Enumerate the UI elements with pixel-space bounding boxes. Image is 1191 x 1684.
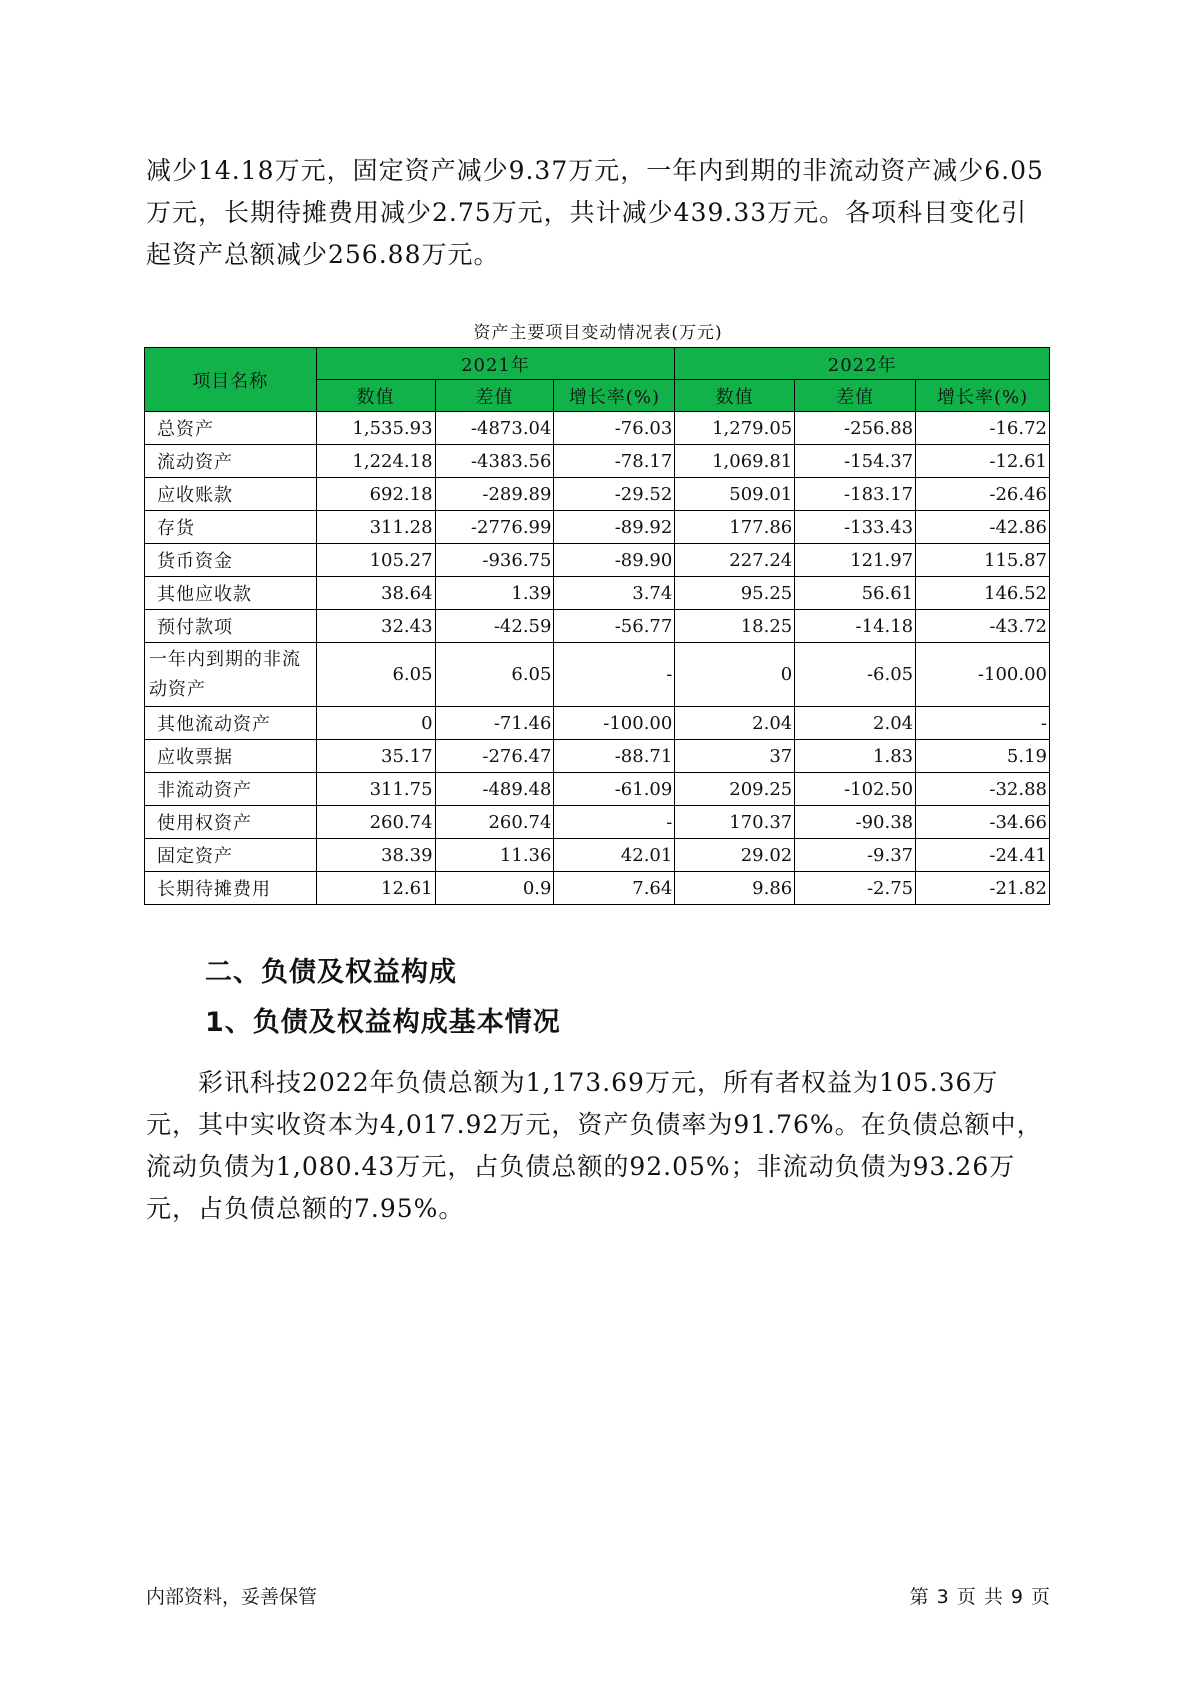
cell-d1: -42.59 (435, 610, 554, 643)
cell-g2: -42.86 (916, 511, 1050, 544)
table-row (145, 740, 1050, 773)
row-item-name: 其他流动资产 (145, 707, 317, 740)
cell-d1: -276.47 (435, 740, 554, 773)
cell-d1: -289.89 (435, 478, 554, 511)
row-item-name: 固定资产 (145, 839, 317, 872)
row-item-name: 应收账款 (145, 478, 317, 511)
table-row (145, 511, 1050, 544)
cell-d1: -489.48 (435, 773, 554, 806)
cell-v2: 2.04 (675, 707, 795, 740)
cell-v2: 1,069.81 (675, 445, 795, 478)
header-diff-2021: 差值 (435, 380, 554, 412)
table-row (145, 478, 1050, 511)
cell-g2: -34.66 (916, 806, 1050, 839)
table-row (145, 577, 1050, 610)
cell-g1: -29.52 (554, 478, 675, 511)
cell-g1: -88.71 (554, 740, 675, 773)
cell-v1: 105.27 (316, 544, 435, 577)
header-year-2022: 2022年 (675, 348, 1050, 380)
section-heading: 二、负债及权益构成 (205, 957, 457, 988)
cell-v2: 509.01 (675, 478, 795, 511)
table-row (145, 773, 1050, 806)
cell-d2: -183.17 (795, 478, 916, 511)
subsection-heading: 1、负债及权益构成基本情况 (205, 1007, 561, 1038)
cell-v1: 32.43 (316, 610, 435, 643)
row-item-name: 货币资金 (145, 544, 317, 577)
header-diff-2022: 差值 (795, 380, 916, 412)
cell-d2: -90.38 (795, 806, 916, 839)
cell-g1: 7.64 (554, 872, 675, 905)
header-growth-2022: 增长率(%) (916, 380, 1050, 412)
row-item-name: 其他应收款 (145, 577, 317, 610)
cell-d2: -154.37 (795, 445, 916, 478)
cell-g1: -61.09 (554, 773, 675, 806)
table-row (145, 707, 1050, 740)
cell-g1: -78.17 (554, 445, 675, 478)
cell-g2: -43.72 (916, 610, 1050, 643)
row-item-name: 存货 (145, 511, 317, 544)
table-caption: 资产主要项目变动情况表(万元) (473, 323, 723, 343)
cell-v2: 1,279.05 (675, 412, 795, 445)
cell-g1: -100.00 (554, 707, 675, 740)
cell-d2: 56.61 (795, 577, 916, 610)
cell-d2: -6.05 (795, 643, 916, 707)
table-row (145, 445, 1050, 478)
cell-d1: -71.46 (435, 707, 554, 740)
cell-g2: -16.72 (916, 412, 1050, 445)
row-item-name: 使用权资产 (145, 806, 317, 839)
cell-g2: 115.87 (916, 544, 1050, 577)
cell-v2: 9.86 (675, 872, 795, 905)
row-item-name: 应收票据 (145, 740, 317, 773)
cell-v2: 0 (675, 643, 795, 707)
cell-g2: 5.19 (916, 740, 1050, 773)
cell-v2: 209.25 (675, 773, 795, 806)
footer-page-number: 第 3 页 共 9 页 (909, 1586, 1051, 1608)
cell-v2: 95.25 (675, 577, 795, 610)
paragraph-asset-decrease: 减少14.18万元，固定资产减少9.37万元，一年内到期的非流动资产减少6.05万元，长期待摊费用减少2.75万元，共计减少439.33万元。各项科目变化引起资产总额减少256.88万元。 (146, 156, 1044, 269)
row-item-name: 一年内到期的非流动资产 (145, 643, 317, 707)
cell-v2: 37 (675, 740, 795, 773)
cell-v1: 35.17 (316, 740, 435, 773)
row-item-name: 长期待摊费用 (145, 872, 317, 905)
table-body (145, 412, 1050, 905)
row-item-name: 流动资产 (145, 445, 317, 478)
cell-d1: -4383.56 (435, 445, 554, 478)
header-value-2021: 数值 (316, 380, 435, 412)
cell-v2: 227.24 (675, 544, 795, 577)
cell-d2: 121.97 (795, 544, 916, 577)
cell-d1: -936.75 (435, 544, 554, 577)
cell-v2: 177.86 (675, 511, 795, 544)
cell-v2: 29.02 (675, 839, 795, 872)
cell-g2: -32.88 (916, 773, 1050, 806)
cell-g2: -26.46 (916, 478, 1050, 511)
row-item-name: 预付款项 (145, 610, 317, 643)
table-row (145, 610, 1050, 643)
paragraph-liabilities: 彩讯科技2022年负债总额为1,173.69万元，所有者权益为105.36万元，其中实收资本为4,017.92万元，资产负债率为91.76%。在负债总额中，流动负债为1,080.43万元，占负债总额的92.05%；非流动负债为93.26万元，占负债总额的7.95%。 (146, 1068, 1043, 1223)
cell-d2: -9.37 (795, 839, 916, 872)
cell-d1: 0.9 (435, 872, 554, 905)
table-row (145, 806, 1050, 839)
cell-g1: - (554, 806, 675, 839)
cell-g1: - (554, 643, 675, 707)
table-row (145, 839, 1050, 872)
cell-d1: 1.39 (435, 577, 554, 610)
cell-v1: 311.75 (316, 773, 435, 806)
row-item-name: 总资产 (145, 412, 317, 445)
cell-g2: 146.52 (916, 577, 1050, 610)
cell-d1: 6.05 (435, 643, 554, 707)
cell-v1: 260.74 (316, 806, 435, 839)
cell-v1: 0 (316, 707, 435, 740)
cell-g2: - (916, 707, 1050, 740)
cell-g1: -76.03 (554, 412, 675, 445)
footer-confidential-note: 内部资料，妥善保管 (146, 1586, 318, 1608)
cell-v1: 12.61 (316, 872, 435, 905)
header-item-name: 项目名称 (145, 348, 317, 412)
cell-d1: -2776.99 (435, 511, 554, 544)
cell-d1: 11.36 (435, 839, 554, 872)
cell-v2: 18.25 (675, 610, 795, 643)
cell-d2: 1.83 (795, 740, 916, 773)
header-growth-2021: 增长率(%) (554, 380, 675, 412)
cell-v1: 1,535.93 (316, 412, 435, 445)
cell-v1: 38.64 (316, 577, 435, 610)
cell-g2: -21.82 (916, 872, 1050, 905)
cell-d2: 2.04 (795, 707, 916, 740)
table-row (145, 643, 1050, 707)
cell-g1: 3.74 (554, 577, 675, 610)
cell-d1: 260.74 (435, 806, 554, 839)
header-value-2022: 数值 (675, 380, 795, 412)
cell-d1: -4873.04 (435, 412, 554, 445)
cell-v1: 38.39 (316, 839, 435, 872)
cell-d2: -133.43 (795, 511, 916, 544)
cell-v2: 170.37 (675, 806, 795, 839)
table-row (145, 544, 1050, 577)
cell-d2: -2.75 (795, 872, 916, 905)
cell-v1: 692.18 (316, 478, 435, 511)
table-row (145, 412, 1050, 445)
cell-v1: 311.28 (316, 511, 435, 544)
row-item-name: 非流动资产 (145, 773, 317, 806)
cell-v1: 6.05 (316, 643, 435, 707)
cell-d2: -256.88 (795, 412, 916, 445)
cell-g1: -89.92 (554, 511, 675, 544)
cell-g1: 42.01 (554, 839, 675, 872)
cell-v1: 1,224.18 (316, 445, 435, 478)
cell-d2: -102.50 (795, 773, 916, 806)
table-row (145, 872, 1050, 905)
cell-d2: -14.18 (795, 610, 916, 643)
header-year-2021: 2021年 (316, 348, 675, 380)
cell-g2: -12.61 (916, 445, 1050, 478)
asset-change-table (144, 347, 1050, 905)
cell-g2: -100.00 (916, 643, 1050, 707)
cell-g1: -56.77 (554, 610, 675, 643)
cell-g2: -24.41 (916, 839, 1050, 872)
cell-g1: -89.90 (554, 544, 675, 577)
